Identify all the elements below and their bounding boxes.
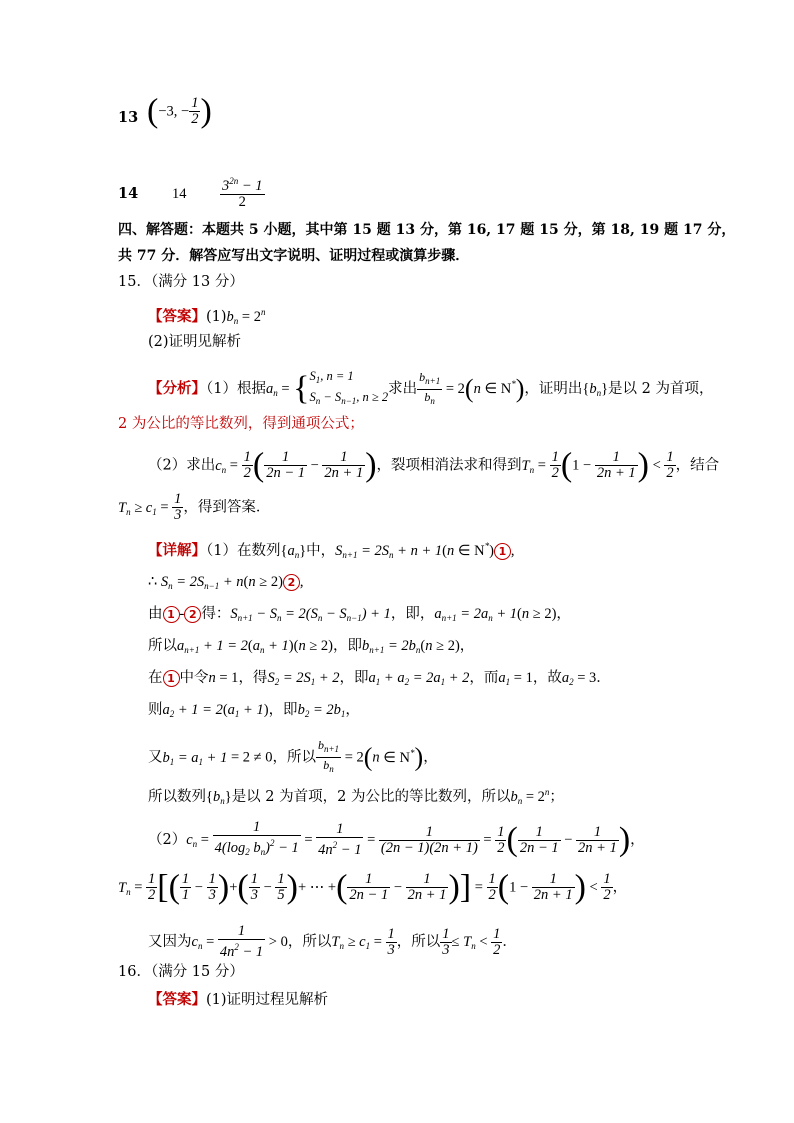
q15-answer-line2: (2)证明见解析 — [148, 334, 242, 350]
q15-detail-line1: 【详解】（1）在数列$\{a_n\}$中，$S_{n+1} = 2S_n + n + 1(n$ ∈ N*) 1 , — [148, 541, 515, 560]
question-13-answer: (−3, − $\frac{1}{2}$ ) — [147, 92, 212, 130]
q15-analysis-line2: 2 为公比的等比数列，得到通项公式； — [118, 416, 364, 432]
question-14-number: 14 — [118, 185, 139, 202]
section-4-line1: 四、解答题：本题共 5 小题，其中第 15 题 13 分，第 16, 17 题 15 分，第 18, 19 题 17 分， — [118, 222, 736, 238]
q16-answer-line1: 【答案】(1)证明过程见解析 — [148, 991, 329, 1008]
question-14-expression: $\frac{3^{2n} - 1}{2}$ — [222, 176, 263, 210]
q15-answer-line1: 【答案】$(1)b_n = 2^n$ — [148, 307, 266, 326]
answer-tag: 【答案】 — [148, 308, 206, 325]
circled-1-icon: 1 — [494, 543, 511, 560]
q15-detail-line10: $T_n$ = $\frac{1}{2}$ [( $\frac{1}{1}$ − $\frac{1}{3}$ )+( $\frac{1}{3}$ − $\frac{1}{5}$ )+ ⋯ +( $\frac{1}{2n - 1}$ − $\frac{1}{2n + 1}$ )] = $\frac{1}{2}$ (1 − $\frac{1}{2n + 1}$ ) < $\frac{1}{2}$ ， — [118, 868, 628, 906]
answer-tag: 【答案】 — [148, 991, 206, 1008]
q15-detail-line6: 则$a_2 + 1 = 2(a_1 + 1)$，即$b_2 = 2b_1$， — [148, 702, 360, 719]
q15-detail-line5: 在 1 中令n = 1，得$S_2 = 2S_1 + 2$，即$a_1 + a_2 = 2a_1 + 2$，而$a_1 = 1$，故$a_2 = 3$． — [148, 670, 611, 687]
q15-analysis-line4: $T_n \ge c_1$ = $\frac{1}{3}$ ，得到答案． — [118, 491, 271, 523]
q15-analysis-line3: （2）求出$c_n$ = $\frac{1}{2}$ ( $\frac{1}{2n - 1}$ − $\frac{1}{2n + 1}$ )，裂项相消法求和得到$T_n$ = $\frac{1}{2}$ (1 − $\frac{1}{2n + 1}$ ) < $\frac{1}{2}$ ，结合 — [148, 446, 720, 484]
q15-detail-line2: ∴ $S_n = 2S_{n-1} + n(n \ge 2)$ 2 , — [148, 574, 304, 591]
detail-tag: 【详解】 — [148, 542, 206, 559]
q15-detail-line8: 所以数列$\{b_n\}$是以 2 为首项，2 为公比的等比数列，所以$b_n = 2^n$； — [148, 787, 564, 806]
q15-analysis-line1: 【分析】（1）根据$a_n$ = { $S_1$, n = 1 $S_n - S_{n-1}$, n ≥ 2 求出 $\frac{b_{n+1}}{b_n}$ = 2(n ∈ N*)，证明出$\{b_n\}$是以 2 为首项， — [148, 369, 714, 407]
circled-2-icon: 2 — [283, 574, 300, 591]
question-14-value: 14 — [172, 186, 187, 202]
q15-detail-line7: 又$b_1 = a_1 + 1 = 2 \ne 0$，所以 $\frac{b_{n+1}}{b_n}$ = 2(n ∈ N*)， — [148, 738, 438, 777]
question-15-header: 15．（满分 13 分） — [118, 274, 244, 290]
question-13-number: 13 — [118, 109, 139, 126]
analysis-tag: 【分析】 — [148, 380, 206, 397]
q15-detail-line3: 由 1 - 2 得：$S_{n+1} - S_n = 2(S_n - S_{n-1}) + 1$，即，$a_{n+1} = 2a_n + 1(n \ge 2)$， — [148, 606, 571, 623]
section-4-line2: 共 77 分．解答应写出文字说明、证明过程或演算步骤． — [118, 248, 470, 264]
question-16-header: 16．（满分 15 分） — [118, 964, 244, 980]
q15-detail-line4: 所以$a_{n+1} + 1 = 2(a_n + 1)(n \ge 2)$，即$b_{n+1} = 2b_n(n \ge 2)$， — [148, 638, 475, 655]
q15-detail-line9: $(2)c_n$ = $\frac{1}{4(\log_2 b_n)^2 - 1}$ = $\frac{1}{4n^2 - 1}$ = $\frac{1}{(2n - 1)(2n + 1)}$ = $\frac{1}{2}$ ( $\frac{1}{2n - 1}$ − $\frac{1}{2n + 1}$ )， — [148, 819, 645, 858]
circled-1-icon: 1 — [163, 606, 180, 623]
q15-detail-line11: 又因为$c_n$ = $\frac{1}{4n^2 - 1}$ > 0，所以$T_n \ge c_1$ = $\frac{1}{3}$ ，所以 $\frac{1}{3}$ ≤ $T_n$ < $\frac{1}{2}$ ． — [148, 923, 517, 960]
circled-2-icon: 2 — [184, 606, 201, 623]
circled-1-icon: 1 — [163, 670, 180, 687]
